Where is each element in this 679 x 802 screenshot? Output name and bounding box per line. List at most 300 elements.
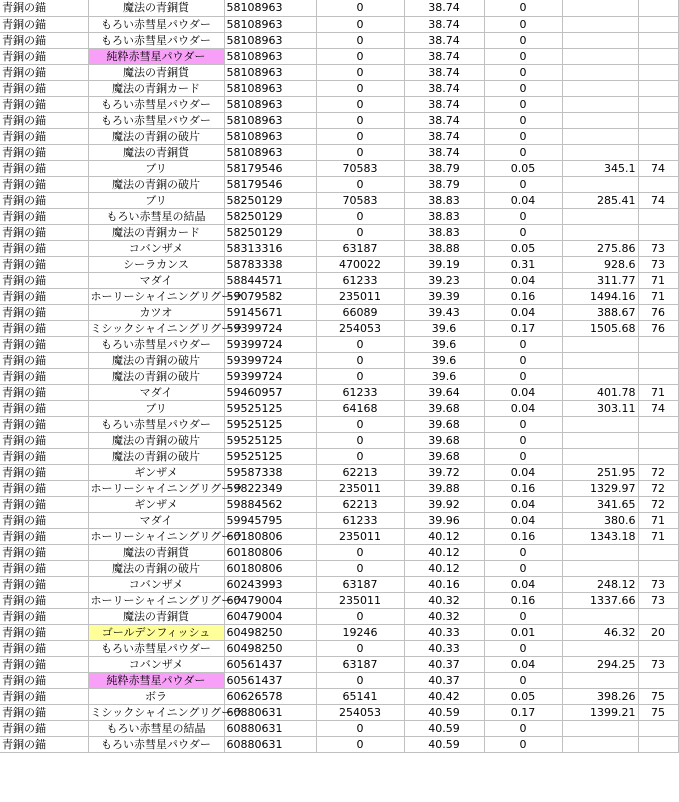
location-cell[interactable]: 青銅の錨 xyxy=(0,704,88,720)
rate-cell[interactable] xyxy=(562,560,638,576)
last-cell[interactable]: 74 xyxy=(638,400,678,416)
location-cell[interactable]: 青銅の錨 xyxy=(0,16,88,32)
last-cell[interactable]: 71 xyxy=(638,288,678,304)
last-cell[interactable]: 73 xyxy=(638,256,678,272)
last-cell[interactable] xyxy=(638,560,678,576)
level-gain-cell[interactable]: 0.04 xyxy=(484,496,562,512)
gain-cell[interactable]: 235011 xyxy=(316,288,404,304)
last-cell[interactable] xyxy=(638,112,678,128)
item-name-cell[interactable]: もろい赤彗星の結晶 xyxy=(88,208,224,224)
level-cell[interactable]: 40.12 xyxy=(404,544,484,560)
level-gain-cell[interactable]: 0 xyxy=(484,96,562,112)
level-gain-cell[interactable]: 0.05 xyxy=(484,160,562,176)
item-name-cell[interactable]: 魔法の青銅貨 xyxy=(88,0,224,16)
level-cell[interactable]: 38.74 xyxy=(404,80,484,96)
level-cell[interactable]: 38.74 xyxy=(404,16,484,32)
total-value-cell[interactable]: 60561437 xyxy=(224,672,316,688)
total-value-cell[interactable]: 60243993 xyxy=(224,576,316,592)
level-gain-cell[interactable]: 0 xyxy=(484,640,562,656)
gain-cell[interactable]: 0 xyxy=(316,80,404,96)
gain-cell[interactable]: 0 xyxy=(316,352,404,368)
rate-cell[interactable] xyxy=(562,544,638,560)
total-value-cell[interactable]: 58179546 xyxy=(224,176,316,192)
gain-cell[interactable]: 62213 xyxy=(316,496,404,512)
level-gain-cell[interactable]: 0.17 xyxy=(484,704,562,720)
rate-cell[interactable] xyxy=(562,16,638,32)
rate-cell[interactable] xyxy=(562,48,638,64)
gain-cell[interactable]: 62213 xyxy=(316,464,404,480)
location-cell[interactable]: 青銅の錨 xyxy=(0,560,88,576)
item-name-cell[interactable]: もろい赤彗星パウダー xyxy=(88,112,224,128)
total-value-cell[interactable]: 59399724 xyxy=(224,336,316,352)
level-cell[interactable]: 38.83 xyxy=(404,224,484,240)
last-cell[interactable] xyxy=(638,64,678,80)
item-name-cell[interactable]: 魔法の青銅貨 xyxy=(88,64,224,80)
total-value-cell[interactable]: 59525125 xyxy=(224,448,316,464)
last-cell[interactable]: 75 xyxy=(638,704,678,720)
level-cell[interactable]: 39.6 xyxy=(404,336,484,352)
rate-cell[interactable]: 1494.16 xyxy=(562,288,638,304)
level-gain-cell[interactable]: 0.04 xyxy=(484,192,562,208)
level-gain-cell[interactable]: 0 xyxy=(484,448,562,464)
level-cell[interactable]: 38.74 xyxy=(404,128,484,144)
gain-cell[interactable]: 0 xyxy=(316,64,404,80)
total-value-cell[interactable]: 60561437 xyxy=(224,656,316,672)
item-name-cell[interactable]: ホーリーシャイニングリグーラ xyxy=(88,528,224,544)
location-cell[interactable]: 青銅の錨 xyxy=(0,48,88,64)
level-gain-cell[interactable]: 0.04 xyxy=(484,384,562,400)
location-cell[interactable]: 青銅の錨 xyxy=(0,480,88,496)
level-cell[interactable]: 38.79 xyxy=(404,176,484,192)
item-name-cell[interactable]: マダイ xyxy=(88,272,224,288)
total-value-cell[interactable]: 58108963 xyxy=(224,144,316,160)
rate-cell[interactable] xyxy=(562,608,638,624)
total-value-cell[interactable]: 58844571 xyxy=(224,272,316,288)
location-cell[interactable]: 青銅の錨 xyxy=(0,208,88,224)
item-name-cell[interactable]: 魔法の青銅貨 xyxy=(88,544,224,560)
level-gain-cell[interactable]: 0.04 xyxy=(484,464,562,480)
last-cell[interactable]: 71 xyxy=(638,512,678,528)
item-name-cell[interactable]: ホーリーシャイニングリグーラ xyxy=(88,480,224,496)
last-cell[interactable]: 73 xyxy=(638,240,678,256)
item-name-cell[interactable]: 魔法の青銅の破片 xyxy=(88,448,224,464)
last-cell[interactable]: 71 xyxy=(638,272,678,288)
item-name-cell[interactable]: 純粋赤彗星パウダー xyxy=(88,48,224,64)
rate-cell[interactable]: 303.11 xyxy=(562,400,638,416)
gain-cell[interactable]: 0 xyxy=(316,544,404,560)
total-value-cell[interactable]: 59399724 xyxy=(224,368,316,384)
item-name-cell[interactable]: ブリ xyxy=(88,192,224,208)
rate-cell[interactable]: 398.26 xyxy=(562,688,638,704)
rate-cell[interactable]: 248.12 xyxy=(562,576,638,592)
location-cell[interactable]: 青銅の錨 xyxy=(0,608,88,624)
level-gain-cell[interactable]: 0 xyxy=(484,80,562,96)
total-value-cell[interactable]: 58250129 xyxy=(224,208,316,224)
last-cell[interactable] xyxy=(638,144,678,160)
level-gain-cell[interactable]: 0 xyxy=(484,144,562,160)
location-cell[interactable]: 青銅の錨 xyxy=(0,80,88,96)
level-gain-cell[interactable]: 0.17 xyxy=(484,320,562,336)
level-gain-cell[interactable]: 0 xyxy=(484,0,562,16)
location-cell[interactable]: 青銅の錨 xyxy=(0,656,88,672)
level-cell[interactable]: 40.59 xyxy=(404,736,484,752)
gain-cell[interactable]: 70583 xyxy=(316,160,404,176)
total-value-cell[interactable]: 59145671 xyxy=(224,304,316,320)
level-gain-cell[interactable]: 0 xyxy=(484,544,562,560)
level-gain-cell[interactable]: 0.16 xyxy=(484,480,562,496)
rate-cell[interactable] xyxy=(562,640,638,656)
total-value-cell[interactable]: 60880631 xyxy=(224,704,316,720)
location-cell[interactable]: 青銅の錨 xyxy=(0,576,88,592)
level-cell[interactable]: 38.88 xyxy=(404,240,484,256)
location-cell[interactable]: 青銅の錨 xyxy=(0,160,88,176)
level-cell[interactable]: 39.92 xyxy=(404,496,484,512)
location-cell[interactable]: 青銅の錨 xyxy=(0,640,88,656)
rate-cell[interactable] xyxy=(562,672,638,688)
gain-cell[interactable]: 61233 xyxy=(316,384,404,400)
rate-cell[interactable]: 275.86 xyxy=(562,240,638,256)
item-name-cell[interactable]: もろい赤彗星パウダー xyxy=(88,336,224,352)
level-cell[interactable]: 38.74 xyxy=(404,112,484,128)
gain-cell[interactable]: 0 xyxy=(316,672,404,688)
level-gain-cell[interactable]: 0 xyxy=(484,560,562,576)
location-cell[interactable]: 青銅の錨 xyxy=(0,256,88,272)
level-gain-cell[interactable]: 0 xyxy=(484,672,562,688)
item-name-cell[interactable]: 魔法の青銅の破片 xyxy=(88,560,224,576)
total-value-cell[interactable]: 58108963 xyxy=(224,64,316,80)
item-name-cell[interactable]: 魔法の青銅貨 xyxy=(88,144,224,160)
rate-cell[interactable] xyxy=(562,416,638,432)
last-cell[interactable] xyxy=(638,32,678,48)
total-value-cell[interactable]: 59587338 xyxy=(224,464,316,480)
level-gain-cell[interactable]: 0 xyxy=(484,16,562,32)
total-value-cell[interactable]: 60880631 xyxy=(224,736,316,752)
item-name-cell[interactable]: コバンザメ xyxy=(88,576,224,592)
location-cell[interactable]: 青銅の錨 xyxy=(0,528,88,544)
location-cell[interactable]: 青銅の錨 xyxy=(0,0,88,16)
total-value-cell[interactable]: 60498250 xyxy=(224,624,316,640)
total-value-cell[interactable]: 58108963 xyxy=(224,112,316,128)
location-cell[interactable]: 青銅の錨 xyxy=(0,464,88,480)
total-value-cell[interactable]: 60498250 xyxy=(224,640,316,656)
rate-cell[interactable] xyxy=(562,32,638,48)
level-cell[interactable]: 39.88 xyxy=(404,480,484,496)
gain-cell[interactable]: 0 xyxy=(316,416,404,432)
gain-cell[interactable]: 235011 xyxy=(316,480,404,496)
last-cell[interactable]: 76 xyxy=(638,304,678,320)
item-name-cell[interactable]: 魔法の青銅カード xyxy=(88,224,224,240)
level-cell[interactable]: 39.68 xyxy=(404,400,484,416)
item-name-cell[interactable]: コバンザメ xyxy=(88,656,224,672)
gain-cell[interactable]: 0 xyxy=(316,0,404,16)
level-gain-cell[interactable]: 0.16 xyxy=(484,288,562,304)
gain-cell[interactable]: 0 xyxy=(316,96,404,112)
level-gain-cell[interactable]: 0 xyxy=(484,432,562,448)
level-cell[interactable]: 38.79 xyxy=(404,160,484,176)
rate-cell[interactable]: 1337.66 xyxy=(562,592,638,608)
total-value-cell[interactable]: 58783338 xyxy=(224,256,316,272)
level-cell[interactable]: 39.43 xyxy=(404,304,484,320)
gain-cell[interactable]: 0 xyxy=(316,640,404,656)
level-cell[interactable]: 40.37 xyxy=(404,656,484,672)
gain-cell[interactable]: 0 xyxy=(316,720,404,736)
gain-cell[interactable]: 19246 xyxy=(316,624,404,640)
item-name-cell[interactable]: もろい赤彗星パウダー xyxy=(88,96,224,112)
last-cell[interactable] xyxy=(638,416,678,432)
last-cell[interactable] xyxy=(638,672,678,688)
last-cell[interactable] xyxy=(638,48,678,64)
rate-cell[interactable]: 285.41 xyxy=(562,192,638,208)
level-gain-cell[interactable]: 0.04 xyxy=(484,656,562,672)
gain-cell[interactable]: 61233 xyxy=(316,272,404,288)
last-cell[interactable] xyxy=(638,80,678,96)
last-cell[interactable] xyxy=(638,208,678,224)
last-cell[interactable]: 73 xyxy=(638,576,678,592)
item-name-cell[interactable]: ホーリーシャイニングリグーラ xyxy=(88,288,224,304)
level-cell[interactable]: 40.59 xyxy=(404,704,484,720)
gain-cell[interactable]: 0 xyxy=(316,432,404,448)
item-name-cell[interactable]: もろい赤彗星パウダー xyxy=(88,736,224,752)
location-cell[interactable]: 青銅の錨 xyxy=(0,672,88,688)
gain-cell[interactable]: 0 xyxy=(316,560,404,576)
gain-cell[interactable]: 0 xyxy=(316,32,404,48)
location-cell[interactable]: 青銅の錨 xyxy=(0,496,88,512)
location-cell[interactable]: 青銅の錨 xyxy=(0,400,88,416)
location-cell[interactable]: 青銅の錨 xyxy=(0,336,88,352)
rate-cell[interactable]: 294.25 xyxy=(562,656,638,672)
level-cell[interactable]: 38.74 xyxy=(404,96,484,112)
level-cell[interactable]: 40.37 xyxy=(404,672,484,688)
total-value-cell[interactable]: 59399724 xyxy=(224,320,316,336)
last-cell[interactable]: 20 xyxy=(638,624,678,640)
location-cell[interactable]: 青銅の錨 xyxy=(0,320,88,336)
total-value-cell[interactable]: 58108963 xyxy=(224,16,316,32)
last-cell[interactable]: 71 xyxy=(638,384,678,400)
rate-cell[interactable]: 251.95 xyxy=(562,464,638,480)
level-gain-cell[interactable]: 0 xyxy=(484,608,562,624)
rate-cell[interactable] xyxy=(562,64,638,80)
total-value-cell[interactable]: 58250129 xyxy=(224,224,316,240)
gain-cell[interactable]: 0 xyxy=(316,48,404,64)
rate-cell[interactable]: 401.78 xyxy=(562,384,638,400)
gain-cell[interactable]: 0 xyxy=(316,736,404,752)
gain-cell[interactable]: 0 xyxy=(316,112,404,128)
item-name-cell[interactable]: もろい赤彗星パウダー xyxy=(88,32,224,48)
last-cell[interactable] xyxy=(638,352,678,368)
level-cell[interactable]: 38.83 xyxy=(404,192,484,208)
gain-cell[interactable]: 64168 xyxy=(316,400,404,416)
level-cell[interactable]: 39.68 xyxy=(404,416,484,432)
rate-cell[interactable] xyxy=(562,432,638,448)
item-name-cell[interactable]: 魔法の青銅の破片 xyxy=(88,176,224,192)
level-gain-cell[interactable]: 0 xyxy=(484,720,562,736)
location-cell[interactable]: 青銅の錨 xyxy=(0,224,88,240)
location-cell[interactable]: 青銅の錨 xyxy=(0,288,88,304)
item-name-cell[interactable]: もろい赤彗星パウダー xyxy=(88,416,224,432)
item-name-cell[interactable]: ゴールデンフィッシュ xyxy=(88,624,224,640)
location-cell[interactable]: 青銅の錨 xyxy=(0,112,88,128)
item-name-cell[interactable]: カツオ xyxy=(88,304,224,320)
gain-cell[interactable]: 0 xyxy=(316,16,404,32)
total-value-cell[interactable]: 59525125 xyxy=(224,400,316,416)
last-cell[interactable] xyxy=(638,176,678,192)
rate-cell[interactable] xyxy=(562,0,638,16)
total-value-cell[interactable]: 58179546 xyxy=(224,160,316,176)
location-cell[interactable]: 青銅の錨 xyxy=(0,64,88,80)
location-cell[interactable]: 青銅の錨 xyxy=(0,352,88,368)
gain-cell[interactable]: 63187 xyxy=(316,240,404,256)
level-cell[interactable]: 38.74 xyxy=(404,144,484,160)
total-value-cell[interactable]: 59945795 xyxy=(224,512,316,528)
item-name-cell[interactable]: ミシックシャイニングリグーラ xyxy=(88,320,224,336)
item-name-cell[interactable]: もろい赤彗星の結晶 xyxy=(88,720,224,736)
last-cell[interactable] xyxy=(638,608,678,624)
total-value-cell[interactable]: 58108963 xyxy=(224,96,316,112)
item-name-cell[interactable]: 魔法の青銅貨 xyxy=(88,608,224,624)
rate-cell[interactable] xyxy=(562,736,638,752)
gain-cell[interactable]: 254053 xyxy=(316,704,404,720)
total-value-cell[interactable]: 58250129 xyxy=(224,192,316,208)
last-cell[interactable] xyxy=(638,544,678,560)
item-name-cell[interactable]: 魔法の青銅の破片 xyxy=(88,432,224,448)
level-cell[interactable]: 40.16 xyxy=(404,576,484,592)
location-cell[interactable]: 青銅の錨 xyxy=(0,448,88,464)
rate-cell[interactable] xyxy=(562,112,638,128)
total-value-cell[interactable]: 60880631 xyxy=(224,720,316,736)
level-cell[interactable]: 39.19 xyxy=(404,256,484,272)
location-cell[interactable]: 青銅の錨 xyxy=(0,176,88,192)
level-gain-cell[interactable]: 0.01 xyxy=(484,624,562,640)
item-name-cell[interactable]: ブリ xyxy=(88,400,224,416)
location-cell[interactable]: 青銅の錨 xyxy=(0,384,88,400)
level-cell[interactable]: 39.6 xyxy=(404,368,484,384)
total-value-cell[interactable]: 58108963 xyxy=(224,128,316,144)
item-name-cell[interactable]: ホーリーシャイニングリグーラ xyxy=(88,592,224,608)
last-cell[interactable]: 72 xyxy=(638,496,678,512)
total-value-cell[interactable]: 59822349 xyxy=(224,480,316,496)
item-name-cell[interactable]: シーラカンス xyxy=(88,256,224,272)
location-cell[interactable]: 青銅の錨 xyxy=(0,416,88,432)
last-cell[interactable]: 74 xyxy=(638,192,678,208)
level-gain-cell[interactable]: 0.05 xyxy=(484,240,562,256)
rate-cell[interactable]: 345.1 xyxy=(562,160,638,176)
total-value-cell[interactable]: 60479004 xyxy=(224,592,316,608)
last-cell[interactable] xyxy=(638,432,678,448)
gain-cell[interactable]: 63187 xyxy=(316,656,404,672)
gain-cell[interactable]: 63187 xyxy=(316,576,404,592)
rate-cell[interactable]: 1329.97 xyxy=(562,480,638,496)
total-value-cell[interactable]: 58108963 xyxy=(224,80,316,96)
rate-cell[interactable]: 380.6 xyxy=(562,512,638,528)
total-value-cell[interactable]: 59079582 xyxy=(224,288,316,304)
location-cell[interactable]: 青銅の錨 xyxy=(0,720,88,736)
level-cell[interactable]: 40.59 xyxy=(404,720,484,736)
location-cell[interactable]: 青銅の錨 xyxy=(0,512,88,528)
level-gain-cell[interactable]: 0.04 xyxy=(484,304,562,320)
level-cell[interactable]: 39.39 xyxy=(404,288,484,304)
level-gain-cell[interactable]: 0 xyxy=(484,336,562,352)
rate-cell[interactable] xyxy=(562,336,638,352)
level-cell[interactable]: 40.42 xyxy=(404,688,484,704)
last-cell[interactable] xyxy=(638,640,678,656)
location-cell[interactable]: 青銅の錨 xyxy=(0,688,88,704)
level-cell[interactable]: 40.32 xyxy=(404,608,484,624)
last-cell[interactable]: 72 xyxy=(638,464,678,480)
gain-cell[interactable]: 0 xyxy=(316,336,404,352)
total-value-cell[interactable]: 59399724 xyxy=(224,352,316,368)
level-cell[interactable]: 39.72 xyxy=(404,464,484,480)
last-cell[interactable]: 71 xyxy=(638,528,678,544)
location-cell[interactable]: 青銅の錨 xyxy=(0,368,88,384)
level-cell[interactable]: 38.83 xyxy=(404,208,484,224)
total-value-cell[interactable]: 59525125 xyxy=(224,432,316,448)
location-cell[interactable]: 青銅の錨 xyxy=(0,304,88,320)
level-gain-cell[interactable]: 0.16 xyxy=(484,528,562,544)
last-cell[interactable]: 76 xyxy=(638,320,678,336)
level-cell[interactable]: 40.12 xyxy=(404,528,484,544)
rate-cell[interactable] xyxy=(562,448,638,464)
item-name-cell[interactable]: ブリ xyxy=(88,160,224,176)
location-cell[interactable]: 青銅の錨 xyxy=(0,592,88,608)
location-cell[interactable]: 青銅の錨 xyxy=(0,240,88,256)
last-cell[interactable] xyxy=(638,448,678,464)
gain-cell[interactable]: 0 xyxy=(316,608,404,624)
item-name-cell[interactable]: もろい赤彗星パウダー xyxy=(88,640,224,656)
total-value-cell[interactable]: 59884562 xyxy=(224,496,316,512)
level-cell[interactable]: 39.23 xyxy=(404,272,484,288)
item-name-cell[interactable]: 魔法の青銅の破片 xyxy=(88,368,224,384)
level-cell[interactable]: 39.64 xyxy=(404,384,484,400)
rate-cell[interactable] xyxy=(562,368,638,384)
rate-cell[interactable]: 1399.21 xyxy=(562,704,638,720)
gain-cell[interactable]: 65141 xyxy=(316,688,404,704)
total-value-cell[interactable]: 58108963 xyxy=(224,48,316,64)
level-cell[interactable]: 39.6 xyxy=(404,320,484,336)
level-gain-cell[interactable]: 0 xyxy=(484,368,562,384)
rate-cell[interactable]: 311.77 xyxy=(562,272,638,288)
total-value-cell[interactable]: 60479004 xyxy=(224,608,316,624)
level-gain-cell[interactable]: 0 xyxy=(484,224,562,240)
last-cell[interactable] xyxy=(638,16,678,32)
last-cell[interactable]: 74 xyxy=(638,160,678,176)
rate-cell[interactable] xyxy=(562,80,638,96)
level-gain-cell[interactable]: 0.05 xyxy=(484,688,562,704)
item-name-cell[interactable]: もろい赤彗星パウダー xyxy=(88,16,224,32)
rate-cell[interactable] xyxy=(562,96,638,112)
level-gain-cell[interactable]: 0 xyxy=(484,736,562,752)
gain-cell[interactable]: 0 xyxy=(316,448,404,464)
gain-cell[interactable]: 0 xyxy=(316,128,404,144)
rate-cell[interactable]: 341.65 xyxy=(562,496,638,512)
location-cell[interactable]: 青銅の錨 xyxy=(0,192,88,208)
last-cell[interactable] xyxy=(638,720,678,736)
level-cell[interactable]: 40.12 xyxy=(404,560,484,576)
gain-cell[interactable]: 70583 xyxy=(316,192,404,208)
level-gain-cell[interactable]: 0.04 xyxy=(484,272,562,288)
gain-cell[interactable]: 235011 xyxy=(316,592,404,608)
item-name-cell[interactable]: ギンザメ xyxy=(88,496,224,512)
item-name-cell[interactable]: 純粋赤彗星パウダー xyxy=(88,672,224,688)
total-value-cell[interactable]: 60626578 xyxy=(224,688,316,704)
gain-cell[interactable]: 0 xyxy=(316,208,404,224)
gain-cell[interactable]: 0 xyxy=(316,368,404,384)
last-cell[interactable] xyxy=(638,128,678,144)
last-cell[interactable]: 75 xyxy=(638,688,678,704)
level-cell[interactable]: 39.6 xyxy=(404,352,484,368)
item-name-cell[interactable]: マダイ xyxy=(88,384,224,400)
level-gain-cell[interactable]: 0 xyxy=(484,416,562,432)
last-cell[interactable]: 73 xyxy=(638,656,678,672)
